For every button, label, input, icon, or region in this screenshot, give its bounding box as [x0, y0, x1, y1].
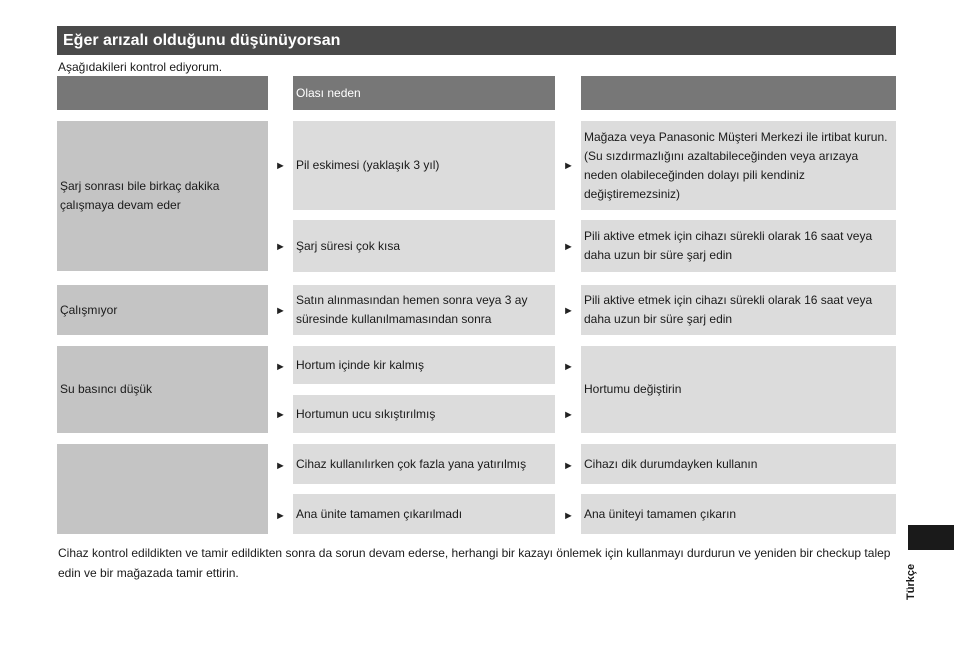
arrow-icon: ► — [563, 510, 574, 522]
remedy-cell: Hortumu değiştirin — [581, 346, 896, 433]
arrow-icon: ► — [563, 409, 574, 421]
arrow-icon: ► — [275, 305, 286, 317]
remedy-cell: Ana üniteyi tamamen çıkarın — [581, 494, 896, 534]
arrow-icon: ► — [563, 241, 574, 253]
arrow-icon: ► — [275, 160, 286, 172]
symptom-cell: Şarj sonrası bile birkaç dakika çalışmaya devam eder — [57, 121, 268, 271]
remedy-cell: Pili aktive etmek için cihazı sürekli olarak 16 saat veya daha uzun bir süre şarj edin — [581, 285, 896, 335]
symptom-cell — [57, 444, 268, 534]
cause-cell: Hortumun ucu sıkıştırılmış — [293, 395, 555, 433]
arrow-icon: ► — [563, 361, 574, 373]
cause-cell: Pil eskimesi (yaklaşık 3 yıl) — [293, 121, 555, 210]
section-title: Eğer arızalı olduğunu düşünüyorsan — [57, 26, 896, 55]
intro-text: Aşağıdakileri kontrol ediyorum. — [58, 60, 223, 74]
cause-cell: Hortum içinde kir kalmış — [293, 346, 555, 384]
arrow-icon: ► — [563, 460, 574, 472]
remedy-cell: Pili aktive etmek için cihazı sürekli olarak 16 saat veya daha uzun bir süre şarj edin — [581, 220, 896, 272]
header-remedy — [581, 76, 896, 110]
footer-note: Cihaz kontrol edildikten ve tamir edildikten sonra da sorun devam ederse, herhangi bir kazayı önlemek için kullanmayı durdurun ve yeniden bir checkup talep edin ve bir mağazada tamir ettirin. — [58, 546, 891, 580]
language-label: Türkçe — [905, 563, 917, 600]
symptom-cell: Su basıncı düşük — [57, 346, 268, 433]
remedy-cell: Mağaza veya Panasonic Müşteri Merkezi ile irtibat kurun. (Su sızdırmazlığını azaltabileceğinden veya arızaya neden olabileceğinden dolayı pili kendiniz değiştiremezsiniz) — [581, 121, 896, 210]
arrow-icon: ► — [563, 160, 574, 172]
header-symptom — [57, 76, 268, 110]
arrow-icon: ► — [563, 305, 574, 317]
header-cause: Olası neden — [293, 76, 555, 110]
cause-cell: Cihaz kullanılırken çok fazla yana yatırılmış — [293, 444, 555, 484]
language-tab — [908, 525, 954, 550]
remedy-cell: Cihazı dik durumdayken kullanın — [581, 444, 896, 484]
arrow-icon: ► — [275, 460, 286, 472]
arrow-icon: ► — [275, 409, 286, 421]
arrow-icon: ► — [275, 510, 286, 522]
cause-cell: Ana ünite tamamen çıkarılmadı — [293, 494, 555, 534]
cause-cell: Şarj süresi çok kısa — [293, 220, 555, 272]
arrow-icon: ► — [275, 241, 286, 253]
symptom-cell: Çalışmıyor — [57, 285, 268, 335]
arrow-icon: ► — [275, 361, 286, 373]
cause-cell: Satın alınmasından hemen sonra veya 3 ay süresinde kullanılmamasından sonra — [293, 285, 555, 335]
